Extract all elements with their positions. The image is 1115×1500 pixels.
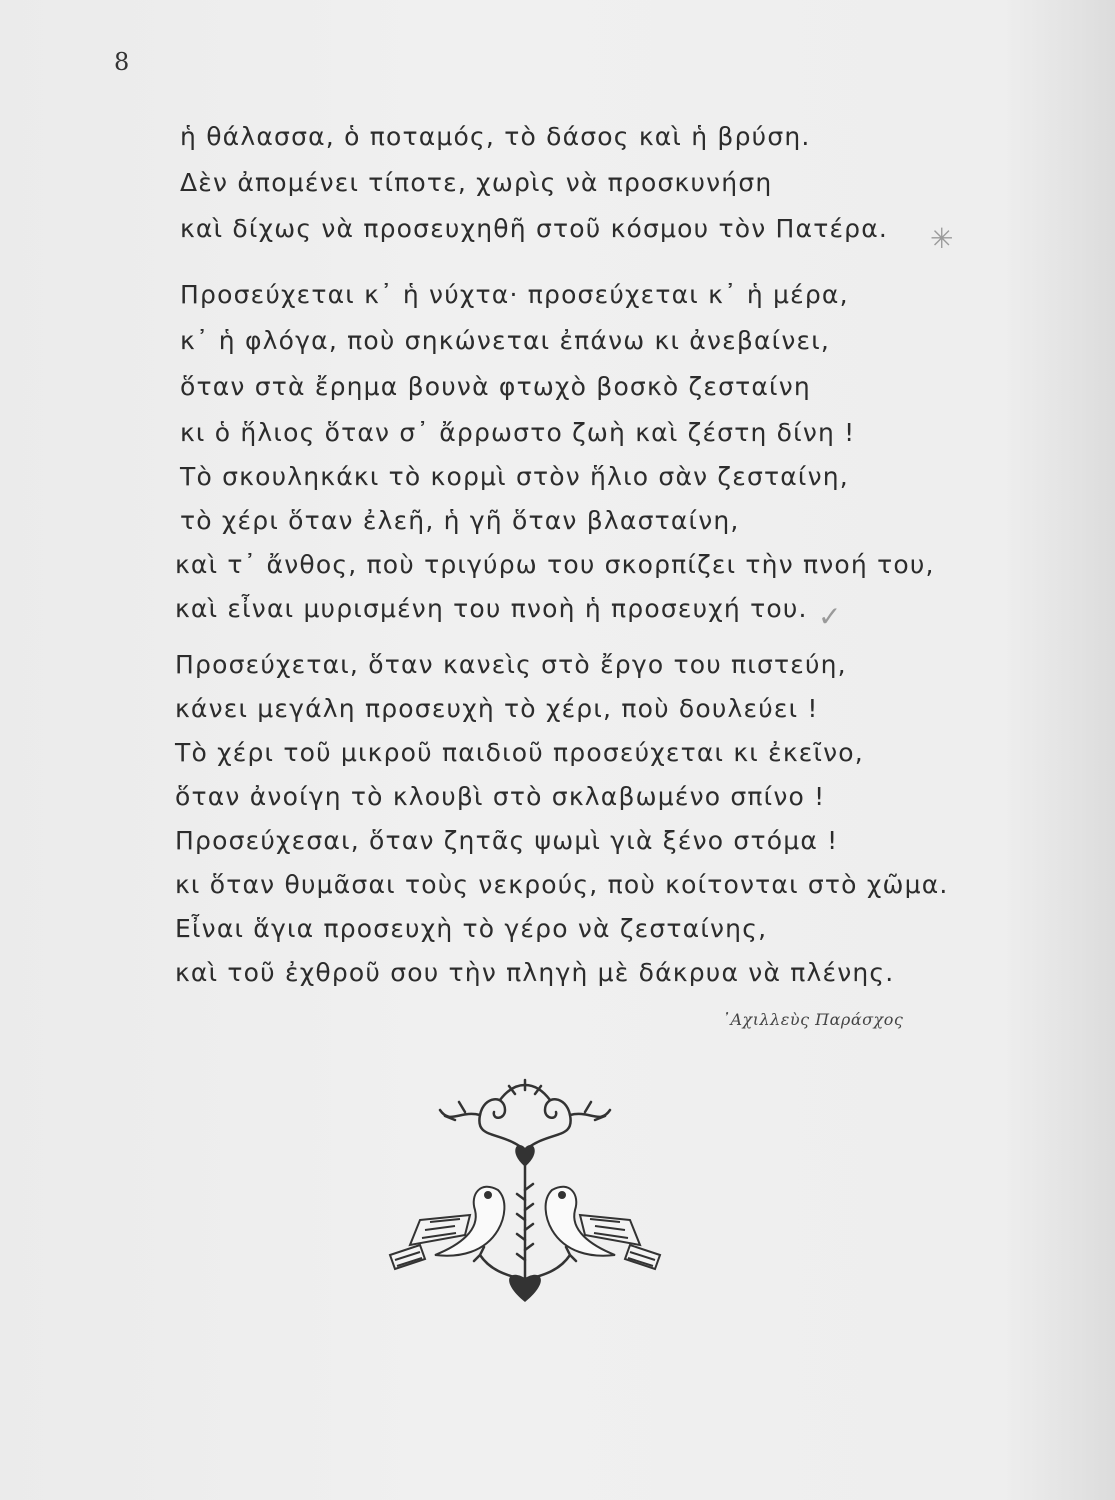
- poem-line: τὸ χέρι ὅταν ἐλεῆ, ἡ γῆ ὅταν βλασταίνη,: [180, 506, 740, 535]
- poem-line: καὶ εἶναι μυρισμένη του πνοὴ ἡ προσευχή του.: [175, 594, 808, 623]
- poem-line: κάνει μεγάλη προσευχὴ τὸ χέρι, ποὺ δουλεύει !: [175, 694, 819, 723]
- pencil-mark-icon: ✳: [930, 222, 954, 255]
- poem-line: ὅταν στὰ ἔρημα βουνὰ φτωχὸ βοσκὸ ζεσταίνη: [180, 372, 811, 401]
- poem-line: ὅταν ἀνοίγη τὸ κλουβὶ στὸ σκλαβωμένο σπίνο !: [175, 782, 826, 811]
- poem-line: Προσεύχεσαι, ὅταν ζητᾶς ψωμὶ γιὰ ξένο στόμα !: [175, 826, 839, 855]
- poem-line: Προσεύχεται κ᾽ ἡ νύχτα· προσεύχεται κ᾽ ἡ μέρα,: [180, 280, 849, 309]
- pencil-check-icon: ✓: [818, 600, 842, 633]
- poem-line: ἡ θάλασσα, ὁ ποταμός, τὸ δάσος καὶ ἡ βρύση.: [180, 122, 811, 151]
- poem-line: καὶ δίχως νὰ προσευχηθῆ στοῦ κόσμου τὸν Πατέρα.: [180, 214, 889, 243]
- poem-line: κι ὁ ἥλιος ὅταν σ᾽ ἄρρωστο ζωὴ καὶ ζέστη δίνη !: [180, 418, 856, 447]
- folk-ornament-icon: [380, 1070, 670, 1310]
- poem-line: Εἶναι ἅγια προσευχὴ τὸ γέρο νὰ ζεσταίνης,: [175, 914, 768, 943]
- poem-line: κ᾽ ἡ φλόγα, ποὺ σηκώνεται ἐπάνω κι ἀνεβαίνει,: [180, 326, 831, 355]
- poem-line: Προσεύχεται, ὅταν κανεὶς στὸ ἔργο του πιστεύη,: [175, 650, 847, 679]
- author-signature: ᾽Αχιλλεὺς Παράσχος: [722, 1010, 904, 1029]
- poem-line: Τὸ σκουληκάκι τὸ κορμὶ στὸν ἥλιο σὰν ζεσταίνη,: [180, 462, 849, 491]
- poem-line: κι ὅταν θυμᾶσαι τοὺς νεκρούς, ποὺ κοίτονται στὸ χῶμα.: [175, 870, 949, 899]
- page-number: 8: [114, 48, 130, 76]
- poem-line: Τὸ χέρι τοῦ μικροῦ παιδιοῦ προσεύχεται κι ἐκεῖνο,: [175, 738, 864, 767]
- poem-line: καὶ τοῦ ἐχθροῦ σου τὴν πληγὴ μὲ δάκρυα νὰ πλένης.: [175, 958, 895, 987]
- poem-line: καὶ τ᾽ ἄνθος, ποὺ τριγύρω του σκορπίζει τὴν πνοή του,: [175, 550, 935, 579]
- poem-line: Δὲν ἀπομένει τίποτε, χωρὶς νὰ προσκυνήση: [180, 168, 773, 197]
